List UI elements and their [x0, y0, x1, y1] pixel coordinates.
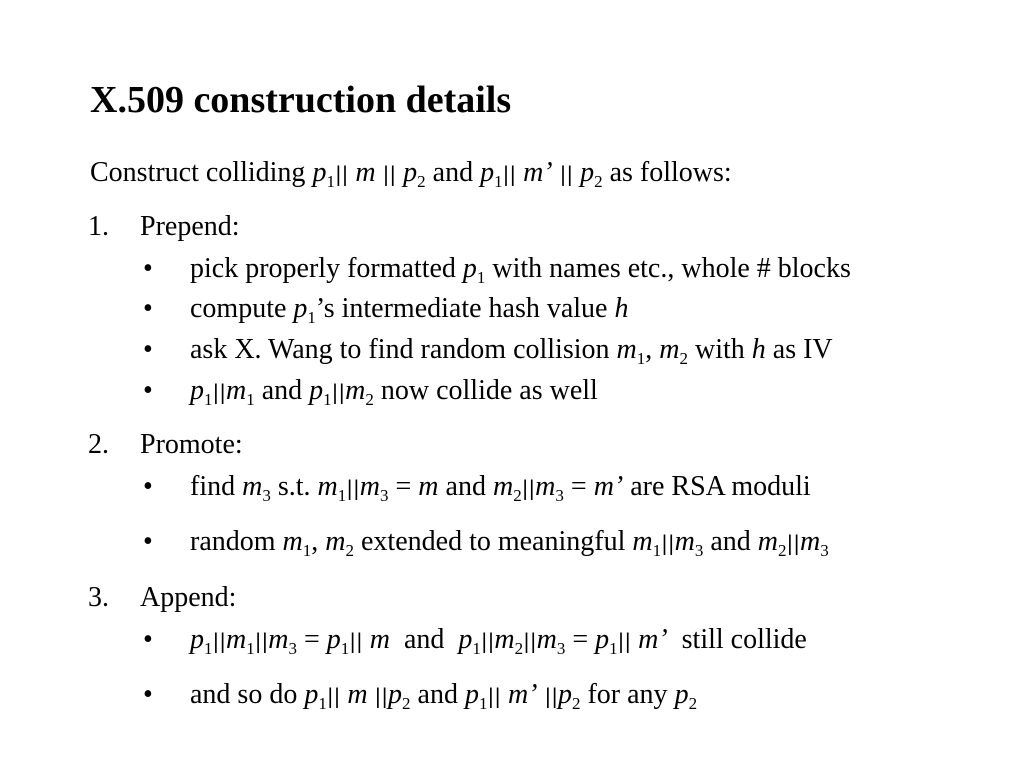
bullet-marker: •: [143, 293, 153, 324]
intro-line: Construct colliding $p_1||$ m || $p_2$ and $p_1||$ m’ || $p_2$ as follows:: [90, 157, 732, 191]
step-number: 3.: [88, 582, 109, 613]
bullet-text: compute $p_1’s$ intermediate hash value h: [190, 293, 629, 327]
bullet-marker: •: [143, 253, 153, 284]
bullet-marker: •: [143, 526, 153, 557]
bullet-marker: •: [143, 334, 153, 365]
bullet-marker: •: [143, 375, 153, 406]
step-number: 2.: [88, 429, 109, 460]
bullet-text: $p_1||m_1$ and $p_1||m_2$ now collide as well: [190, 375, 598, 409]
bullet-marker: •: [143, 679, 153, 710]
step-heading: Promote:: [140, 429, 243, 460]
bullet-text: ask X. Wang to find random collision $m_1$, $m_2$ with h as IV: [190, 334, 833, 368]
slide-title: X.509 construction details: [90, 79, 512, 121]
step-heading: Prepend:: [140, 211, 240, 242]
bullet-marker: •: [143, 624, 153, 655]
step-number: 1.: [88, 211, 109, 242]
bullet-marker: •: [143, 471, 153, 502]
bullet-text: find $m_3$ s.t. $m_1||m_3 = m$ and $m_2||m_3 = m$’ are RSA moduli: [190, 471, 811, 505]
bullet-text: and so do $p_1||$ m $||p_2$ and $p_1||$ m’ $||p_2$ for any $p_2$: [190, 679, 698, 713]
bullet-text: random $m_1$, $m_2$ extended to meaningful $m_1||m_3$ and $m_2||m_3$: [190, 526, 829, 560]
bullet-text: pick properly formatted $p_1$ with names etc., whole # blocks: [190, 253, 851, 287]
bullet-text: $p_1||m_1||m_3 = p_1||$ m and $p_1||m_2||m_3 = p_1||$ m’ still collide: [190, 624, 807, 658]
step-heading: Append:: [140, 582, 237, 613]
